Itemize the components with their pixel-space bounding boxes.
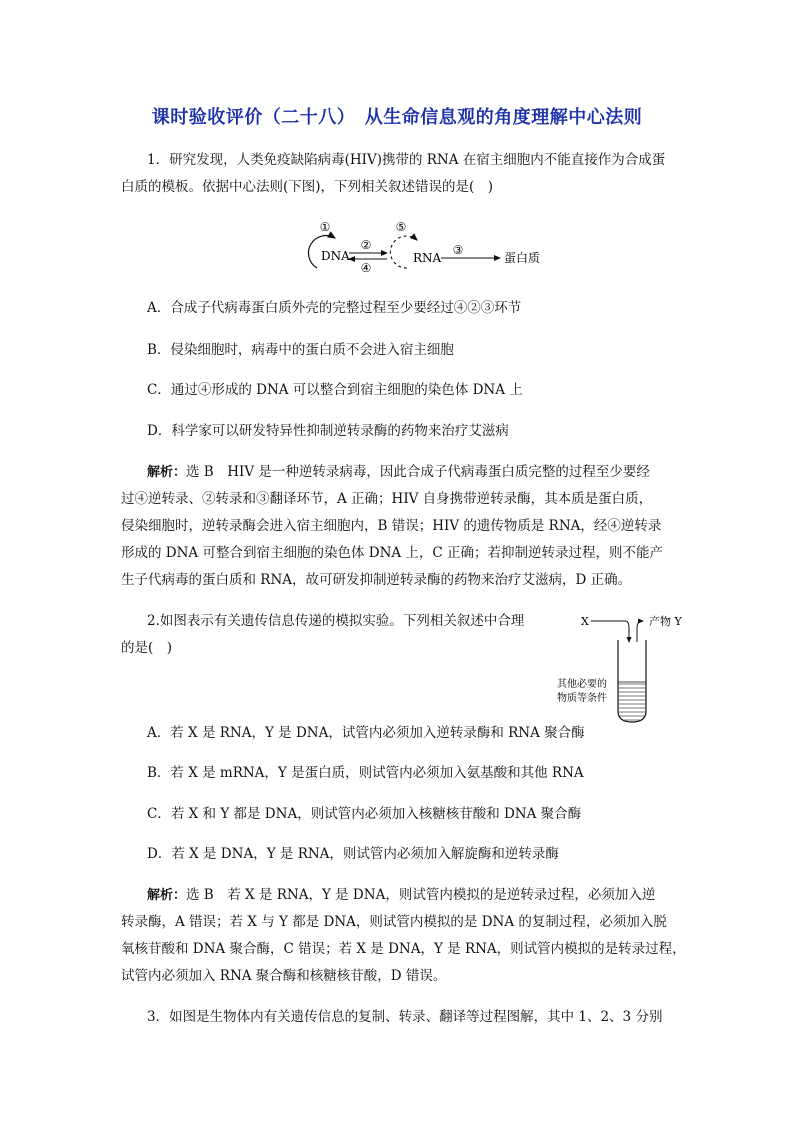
q1-analysis-line5: 生子代病毒的蛋白质和 RNA，故可研发抑制逆转录酶的药物来治疗艾滋病，D 正确。	[121, 572, 632, 588]
test-tube-diagram	[555, 606, 695, 728]
analysis-label: 解析：	[147, 888, 187, 903]
rna-node: RNA	[413, 251, 442, 265]
q1-stem-line1: 1．研究发现，人类免疫缺陷病毒(HIV)携带的 RNA 在宿主细胞内不能直接作为合成蛋	[147, 152, 666, 168]
label-1: ①	[319, 220, 331, 234]
q1-analysis-line2: 过④逆转录、②转录和③翻译环节，A 正确；HIV 自身携带逆转录酶，其本质是蛋白质，	[121, 491, 653, 507]
label-2: ②	[360, 238, 372, 252]
q1-option-c: C．通过④形成的 DNA 可以整合到宿主细胞的染色体 DNA 上	[147, 382, 523, 398]
protein-node: 蛋白质	[504, 251, 541, 265]
test-tube-liquid	[619, 682, 646, 721]
q1-analysis-text-1: 选 B HIV 是一种逆转录病毒，因此合成子代病毒蛋白质完整的过程至少要经	[186, 464, 650, 480]
q2-option-b: B．若 X 是 mRNA，Y 是蛋白质，则试管内必须加入氨基酸和其他 RNA	[147, 765, 584, 781]
q2-analysis-text-1: 选 B 若 X 是 RNA，Y 是 DNA，则试管内模拟的是逆转录过程，必须加入逆	[186, 887, 656, 903]
q2-analysis-line2: 转录酶，A 错误；若 X 与 Y 都是 DNA，则试管内模拟的是 DNA 的复制过程，必须加入脱	[121, 914, 667, 930]
label-4: ④	[360, 261, 372, 275]
q1-stem-line2: 白质的模板。依据中心法则(下图)，下列相关叙述错误的是( )	[121, 179, 494, 195]
input-x-label: X	[581, 615, 589, 628]
label-5: ⑤	[395, 220, 407, 234]
central-dogma-diagram	[295, 218, 545, 278]
q1-option-d: D．科学家可以研发特异性抑制逆转录酶的药物来治疗艾滋病	[147, 423, 509, 439]
q1-analysis-line4: 形成的 DNA 可整合到宿主细胞的染色体 DNA 上，C 正确；若抑制逆转录过程，则不能产	[121, 545, 664, 561]
q1-analysis-line1	[147, 462, 650, 483]
q1-analysis-line3: 侵染细胞时，逆转录酶会进入宿主细胞内，B 错误；HIV 的遗传物质是 RNA，经④逆转录	[121, 518, 662, 534]
q1-option-a: A．合成子代病毒蛋白质外壳的完整过程至少要经过④②③环节	[147, 300, 522, 316]
page-title: 课时验收评价（二十八） 从生命信息观的角度理解中心法则	[151, 107, 643, 128]
q2-analysis-line1	[147, 885, 655, 906]
q2-analysis-line3: 氧核苷酸和 DNA 聚合酶，C 错误；若 X 是 DNA，Y 是 RNA，则试管内模拟的是转录过程，	[121, 941, 686, 957]
q2-analysis-line4: 试管内必须加入 RNA 聚合酶和核糖核苷酸，D 错误。	[121, 968, 447, 984]
q2-stem-line2: 的是( )	[121, 640, 173, 656]
condition-label-1: 其他必要的	[557, 679, 607, 690]
condition-label-2: 物质等条件	[557, 693, 607, 704]
output-arrow	[637, 621, 643, 642]
q2-option-c: C．若 X 和 Y 都是 DNA，则试管内必须加入核糖核苷酸和 DNA 聚合酶	[147, 806, 582, 822]
q1-option-b: B．侵染细胞时，病毒中的蛋白质不会进入宿主细胞	[147, 342, 454, 358]
dna-node: DNA	[321, 249, 350, 263]
q3-stem-line1: 3．如图是生物体内有关遗传信息的复制、转录、翻译等过程图解，其中 1、2、3 分别	[147, 1009, 663, 1025]
input-arrow	[591, 621, 629, 642]
analysis-label: 解析：	[147, 465, 187, 480]
q2-option-a: A．若 X 是 RNA，Y 是 DNA，试管内必须加入逆转录酶和 RNA 聚合酶	[147, 725, 585, 741]
q2-option-d: D．若 X 是 DNA，Y 是 RNA，则试管内必须加入解旋酶和逆转录酶	[147, 846, 559, 862]
q2-stem-line1: 2.如图表示有关遗传信息传递的模拟实验。下列相关叙述中合理	[147, 613, 525, 629]
label-3: ③	[452, 243, 464, 257]
product-y-label: 产物 Y	[649, 615, 682, 628]
